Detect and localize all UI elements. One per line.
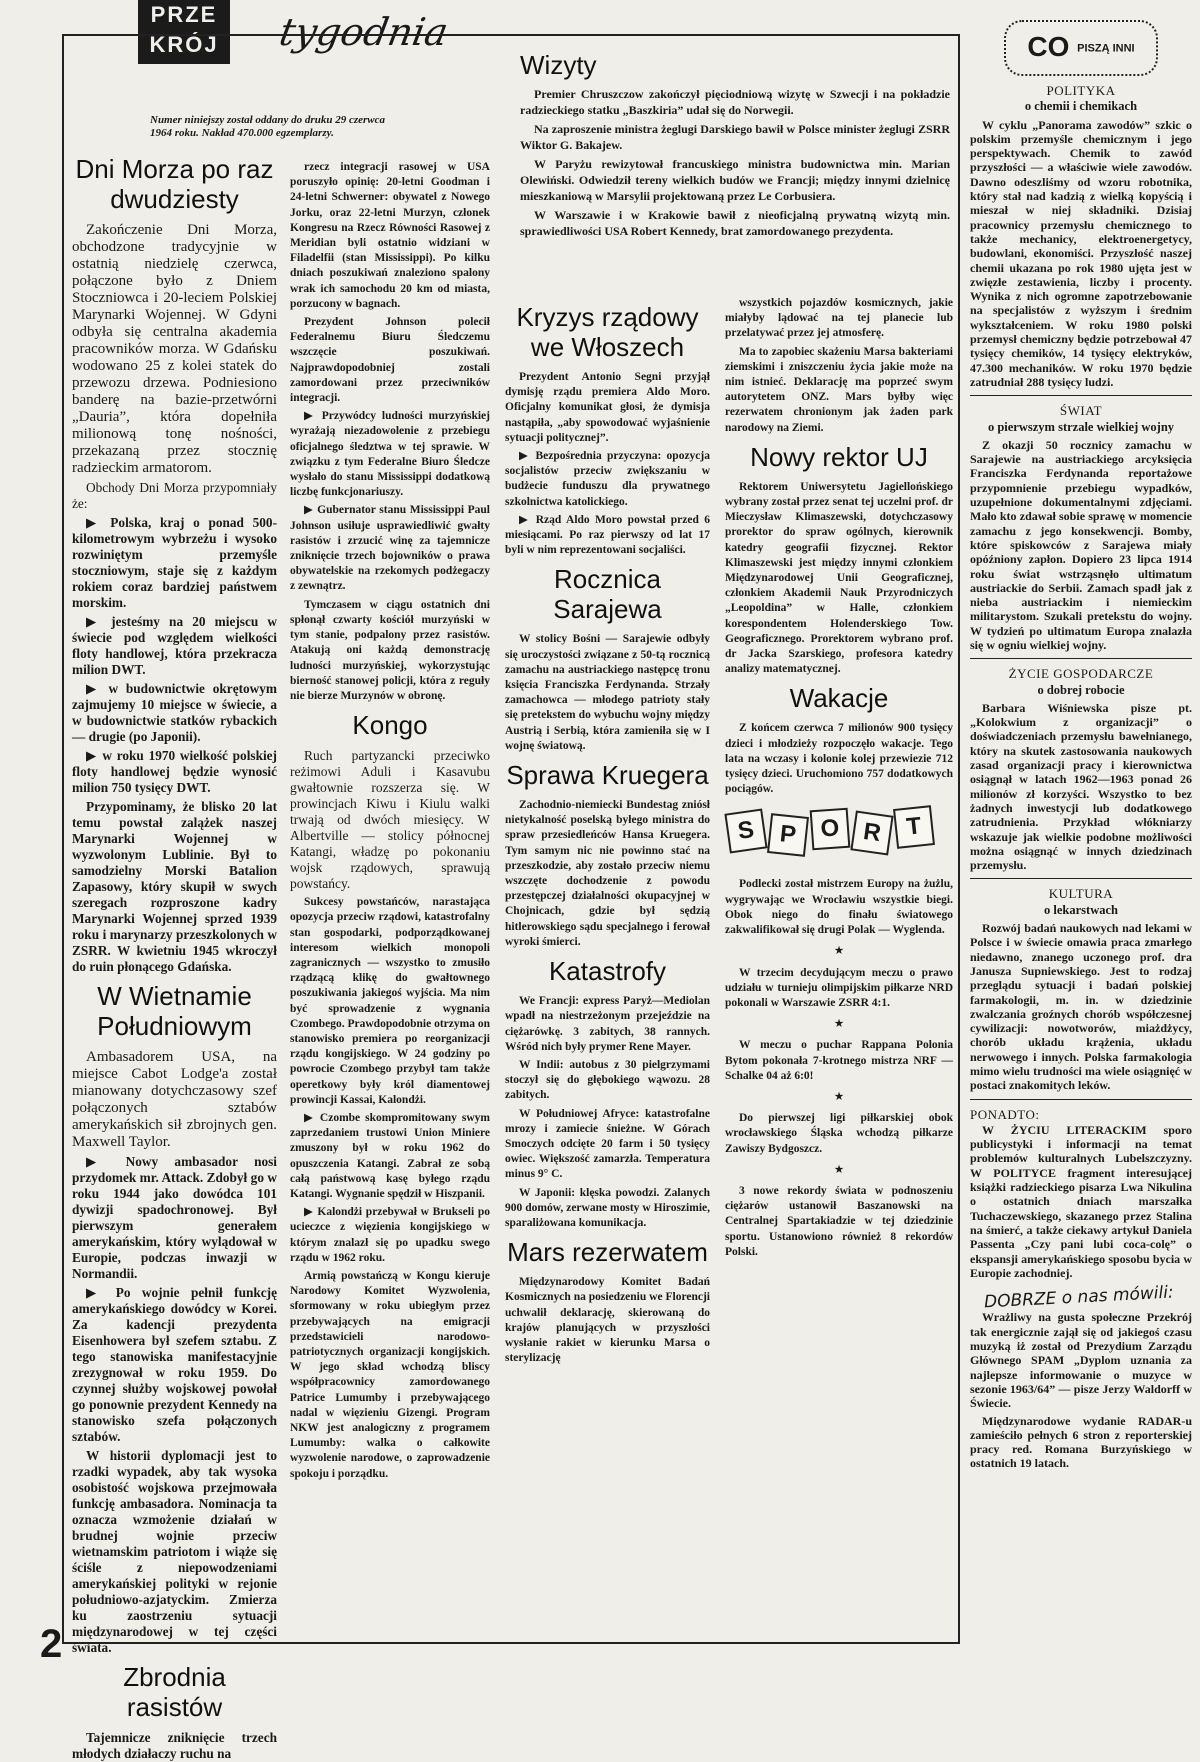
paragraph: Obchody Dni Morza przypomniały że:	[72, 480, 277, 511]
paragraph: Sukcesy powstańców, narastająca opozycja przeciw rządowi, katastrofalny stan gospodarki, podporządkowanej interesom wielkich monopoli zagranicznych — wszystko to zmusiło rządzącą klikę do gwałtownego poszukiwania jakiegoś wyjścia. Ma nim być sprowadzenie z wygnania Czombego. Prawdopodobnie otrzyma on stanowisko premiera po reorganizacji rządu kongijskiego. W 24 godziny po powrocie Czombego przybył tam także operetkowy były król diamentowej prowincji Kassai, Kalondżi.	[290, 896, 490, 1106]
paragraph: Prezydent Antonio Segni przyjął dymisję rządu premiera Aldo Moro. Oficjalny komunikat głosi, że dymisja nastąpiła, „aby spowodować wyjaśnienie sytuacji politycznej”.	[505, 371, 710, 444]
paragraph: Rektorem Uniwersytetu Jagiellońskiego wybrany został przez senat tej uczelni prof. dr Mieczysław Klimaszewski, dotychczasowy prorektor do spraw ogólnych, kierownik katedry geografii fizycznej. Rektor Klimaszewski jest między innymi członkiem Międzynarodowej Unii Geograficznej, członkiem Akademii Nauk Przyrodniczych „Leopoldina” w Halle, członkiem korespondentem Holenderskiego Tow. Geograficznego. Prorektorem wybrano prof. dr Jacka Szarskiego, profesora katedry analizy matematycznej.	[725, 480, 953, 676]
sport-letter: R	[850, 811, 893, 856]
column-3	[505, 296, 710, 1644]
paragraph: Międzynarodowy Komitet Badań Kosmicznych na posiedzeniu we Florencji uchwalił deklarację, skierowaną do krajów planujących w przyszłości wysłanie rakiet w kierunku Marsa o sterylizację	[505, 1276, 710, 1365]
paragraph: Przypominamy, że blisko 20 lat temu powstał zalążek naszej Marynarki Wojennej w wyzwolonym Lublinie. Był to samodzielny Morski Batalion Zapasowy, który skupił w swych szeregach rozproszone kadry Marynarki Wojennej sprzed 1939 roku i marynarzy przeszkolonych w ZSRR. W kwietniu 1945 wkroczył do ruin płonącego Gdańska.	[72, 799, 277, 974]
bullet-paragraph: ▶ Przywódcy ludności murzyńskiej wyrażają niezadowolenie z przebiegu oficjalnego śledztwa w tej sprawie. W związku z tym Federalne Biuro Śledcze wysłało do stanu Mississippi dodatkową liczbę funkcjonariuszy.	[290, 410, 490, 499]
page-number: 2	[40, 1622, 63, 1666]
section-title: POLITYKA	[1046, 83, 1116, 98]
paragraph: Z okazji 50 rocznicy zamachu w Sarajewie na austriackiego arcyksięcia Franciszka Ferdynanda reportażowe przypomnienie przebiegu wypadków, uzupełnione dokumentalnymi zdjęciami. Mało kto zdawał sobie sprawę w momencie zamachu z jego konsekwencji. Bomby, które spiskowców z Sarajewa miały opóźniony zapłon. Dopiero 23 lipca 1914 roku świat wstrząsnęło ultimatum austriackie do Serbii. Zamach spadł jak z nieba austriackim i niemieckim militarystom. Szukali pretekstu do wojny. W tydzień po ultimatum Europa znalazła się w ogniu wielkiej wojny.	[970, 437, 1192, 652]
headline-wizyty: Wizyty	[520, 50, 597, 80]
headline-dni-morza: Dni Morza po raz dwudziesty	[75, 154, 274, 214]
sport-letter: O	[810, 808, 851, 851]
headline-sarajewo: Rocznica Sarajewa	[553, 564, 662, 625]
sidebar-co-pisza-inni	[970, 20, 1192, 1660]
paragraph: Ma to zapobiec skażeniu Marsa bakteriami ziemskimi i zniszczeniu życia jakie może na nim istnieć. Deklarację ma poprzeć swym autorytetem ONZ. Mars byłby więc rezerwatem chronionym jak żaden park narodowy na Ziemi.	[725, 345, 953, 434]
logo-line-1: PRZE	[150, 2, 218, 27]
paragraph: Armią powstańczą w Kongu kieruje Narodowy Komitet Wyzwolenia, sformowany w roku ubiegłym przez przebywających na emigracji przedstawicieli narodowo-patriotycznych organizacji kongijskich. W jego skład wchodzą bliscy współpracownicy zamordowanego Patrice Lumumby i przebywającego nadal w więzieniu Gizengi. Program NKW jest analogiczny z programem Lumumby: walka o całkowite wyzwolenie narodowe, o zaprowadzenie spokoju i porządku.	[290, 1269, 490, 1480]
separator-star: ★	[833, 1163, 845, 1176]
bullet-paragraph: ▶ Bezpośrednia przyczyna: opozycja socjalistów przeciw zwiększaniu w budżecie funduszu dla prywatnego szkolnictwa katolickiego.	[505, 450, 710, 508]
bullet-paragraph: ▶ jesteśmy na 20 miejscu w świecie pod względem wielkości floty handlowej, która przekracza milion DWT.	[72, 614, 277, 677]
paragraph: wszystkich pojazdów kosmicznych, jakie miałyby lądować na tej planecie lub przelatywać przez jej atmosferę.	[725, 297, 953, 340]
logo-main: CO	[1027, 31, 1070, 62]
bullet-paragraph: ▶ w budownictwie okrętowym zajmujemy 10 miejsce w świecie, a w budownictwie statków rybackich — drugie (po Japonii).	[72, 681, 277, 744]
paragraph: Rozwój badań naukowych nad lekami w Polsce i w świecie omawia praca zmarłego niedawno, znanego uczonego prof. dra Janusza Supniewskiego. Jest to rodzaj przeglądu sytuacji i badań polskiej farmakologii, m. in. w dziedzinie zwalczania groźnych chorób współczesnej cywilizacji: nowotworów, miażdżycy, chorób układu krążenia, układu nerwowego i innych. Polska farmakologia mimo wielu trudności ma wiele osiągnięć w postaci znakomitych leków.	[970, 921, 1192, 1093]
section-wizyty	[520, 46, 950, 286]
section-subtitle: o chemii i chemikach	[1024, 99, 1138, 114]
paragraph: W cyklu „Panorama zawodów” szkic o polskim przemyśle chemicznym i jego perspektywach. Chemik to zawód przyszłości — a właściwie wiele zawodów. Dawno odeszliśmy od wzoru robotnika, który stał nad kadzią z wielką kopyścią i mieszał w niej składniki. Dzisiaj pracownicy przemysłu chemicznego to także mechanicy, elektroenergetycy, budowlani, ekonomiści. Przyszłość naszej chemii ukazana po rok 1980 ujęta jest w zwięzłe zestawienia, liczby i procenty. Wynika z nich ogromne zapotrzebowanie na specjalistów z wyższym i średnim wykształceniem. W roku 1980 polski przemysł chemiczny będzie potrzebował 47 tysięcy chemików, 14 tysięcy elektryków, 47.300 mechaników. W roku 1970 będzie zatrudniał 288 tysięcy ludzi.	[970, 117, 1192, 389]
paragraph: Z końcem czerwca 7 milionów 900 tysięcy dzieci i młodzieży rozpoczęło wakacje. Tego lata na wczasy i kolonie kolej przewiezie 712 tysięcy dzieci. Uruchomiono 757 dodatkowych pociągów.	[725, 722, 953, 796]
sport-logo	[725, 801, 935, 867]
separator-star: ★	[833, 1018, 845, 1031]
paragraph: W meczu o puchar Rappana Polonia Bytom pokonała 7-krotnego mistrza NRF — Schalke 04 aż 6:0!	[725, 1039, 953, 1082]
co-pisza-inni-logo	[1004, 20, 1158, 76]
paragraph: Do pierwszej ligi piłkarskiej obok wrocławskiego Śląska wchodzą piłkarze Zawiszy Bydgoszcz.	[725, 1112, 953, 1155]
paragraph: 3 nowe rekordy świata w podnoszeniu ciężarów ustanowił Baszanowski na Centralnej Spartakiadzie w tej dziedzinie sportu. Ustanowiono również 8 rekordów Polski.	[725, 1184, 953, 1258]
paragraph: Międzynarodowe wydanie RADAR-u zamieściło pełnych 6 stron z reporterskiej pracy red. Romana Burzyńskiego w ostatnich 19 latach.	[970, 1413, 1192, 1471]
bullet-paragraph: ▶ Po wojnie pełnił funkcję amerykańskiego dowódcy w Korei. Za kadencji prezydenta Eisenhowera był szefem sztabu. Z tego stanowiska manifestacyjnie zrezygnował w roku 1959. Do czynnej służby wojskowej powołał go ponownie prezydent Kennedy na stanowisko szefa połączonych sztabów.	[72, 1285, 277, 1444]
column-1	[72, 148, 277, 1761]
paragraph: W historii dyplomacji jest to rzadki wypadek, aby tak wysoka osobistość wojskowa przejmowała funkcję ambasadora. Nominacja ta oznacza wzmożenie działań w brudnej wojnie przeciw wietnamskim patriotom i wiąże się ściśle z niepowodzeniami amerykańskiej polityki w rejonie południowo-azjatyckim. Zmierza ku zaostrzeniu sytuacji międzynarodowej w tej części świata.	[72, 1448, 277, 1655]
paragraph: Tajemnicze zniknięcie trzech młodych działaczy ruchu na	[72, 1730, 277, 1761]
headline-kongo: Kongo	[352, 710, 428, 741]
headline-katastrofy: Katastrofy	[548, 956, 667, 987]
divider	[970, 658, 1192, 659]
paragraph: W Paryżu rewizytował francuskiego ministra budownictwa min. Marian Olewiński. Odwiedził tereny wielkich budów we Francji; między innymi dzielnicę mieszkaniową w Marsylii projektowaną przez Le Corbusiera.	[520, 157, 950, 203]
headline-rektor: Nowy rektor UJ	[750, 441, 928, 472]
paragraph: rzecz integracji rasowej w USA poruszyło opinię: 20-letni Goodman i 24-letni Schwerner: obywatel z Nowego Jorku, oraz 22-letni Murzyn, członek Kongresu na Rzecz Równości Rasowej z Meridian byli ostatnio widziani w Filadelfii (stan Mississippi). Po kilku dniach poszukiwań znaleziono spalony wrak ich samochodu 20 km od miasta, porzucony w bagnach.	[290, 161, 490, 310]
paragraph: W ŻYCIU LITERACKIM sporo publicystyki i informacji na temat problemów kulturalnych Lubelszczyzny. W POLITYCE fragment interesującej książki radzieckiego pisarza Lwa Nikulina o ostatnich dniach marszałka Tuchaczewskiego, skazanego przez Stalina na śmierć, a także ciekawy artykuł Daniela Passenta „Czy pani lubi coca-colę” o ekspansji amerykańskiego sposobu bycia w Europie zachodniej.	[970, 1122, 1192, 1280]
headline-zbrodnia: Zbrodnia rasistów	[123, 1662, 226, 1722]
paragraph: W Południowej Afryce: katastrofalne mrozy i zamiecie śnieżne. W Górach Smoczych odcięte 20 farm i 50 tysięcy owiec. Większość zamarzła. Temperatura minus 9° C.	[505, 1107, 710, 1181]
section-title: ŚWIAT	[1059, 403, 1103, 419]
paragraph: W Indii: autobus z 30 pielgrzymami stoczył się do głębokiego wąwozu. 28 zabitych.	[505, 1058, 710, 1102]
section-title: PONADTO:	[970, 1106, 1040, 1122]
paragraph: Wrażliwy na gusta społeczne Przekrój tak energicznie zajął się od jakiegoś czasu muzyką iż został od Prezydium Zarządu Głównego SPAM „Dyplom uznania za najlepsze informowanie o muzyce w sezonie 1963/64” — pisze Jerzy Waldorff w Świecie.	[970, 1310, 1192, 1411]
paragraph: W Warszawie i w Krakowie bawił z nieoficjalną prywatną wizytą min. sprawiedliwości USA Robert Kennedy, brat zamordowanego prezydenta.	[520, 208, 950, 238]
bullet-paragraph: ▶ Polska, kraj o ponad 500-kilometrowym wybrzeżu i wysoko rozwiniętym przemyśle stoczniowym, staje się z każdym rokiem coraz bardziej państwem morskim.	[72, 515, 277, 610]
paragraph: Na zaproszenie ministra żeglugi Darskiego bawił w Polsce minister żeglugi ZSRR Wiktor G. Bakajew.	[520, 122, 950, 152]
headline-wakacje: Wakacje	[789, 683, 889, 714]
paragraph: W trzecim decydującym meczu o prawo udziału w turnieju olimpijskim piłkarze NRD pokonali w Warszawie ZSRR 4:1.	[725, 966, 953, 1009]
paragraph: Tymczasem w ciągu ostatnich dni spłonął czwarty kościół murzyński w tym stanie, podpalony przez rasistów. Atakują oni każdą demonstrację ludności murzyńskiej, wykorzystując bierność stanowej policji, która z reguły nie bierze Murzynów w obronę.	[290, 598, 490, 702]
bullet-paragraph: ▶ Nowy ambasador nosi przydomek mr. Attack. Zdobył go w roku 1944 jako dowódca 101 dywizji spadochronowej. Był pierwszym generałem amerykańskim, który wylądował w Europie, podczas inwazji w Normandii.	[72, 1154, 277, 1281]
sport-letter: T	[893, 806, 935, 850]
paragraph: Prezydent Johnson polecił Federalnemu Biuru Śledczemu wszczęcie poszukiwań. Najprawdopodobniej zostali zamordowani przez przeciwników integracji.	[290, 316, 490, 405]
bullet-paragraph: ▶ Rząd Aldo Moro powstał przed 6 miesiącami. Po raz pierwszy od lat 17 byli w nim reprezentowani socjaliści.	[505, 513, 710, 557]
headline-kryzys: Kryzys rządowy we Włoszech	[516, 302, 699, 362]
sport-letter: P	[767, 814, 809, 858]
bullet-paragraph: ▶ Kalondżi przebywał w Brukseli po ucieczce z więzienia kongijskiego w którym znalazł się po upadku swego rządu w 1962 roku.	[290, 1206, 490, 1264]
headline-krueger: Sprawa Kruegera	[506, 760, 709, 791]
paragraph: Podlecki został mistrzem Europy na żużlu, wygrywając we Wrocławiu wszystkie biegi. Obok niego do finału światowego zakwalifikował się drugi Polak — Wyglenda.	[725, 878, 953, 937]
headline-mars: Mars rezerwatem	[507, 1237, 708, 1268]
section-title: KULTURA	[1048, 886, 1114, 902]
logo-line-2: KRÓJ	[149, 32, 219, 57]
paragraph: Zachodnio-niemiecki Bundestag zniósł nietykalność poselską byłego ministra do spraw przesiedleńców Hansa Kruegera. Tym samym nic nie powinno stać na przeszkodzie, aby zostało przeciw niemu wszczęte dochodzenie z powodu przestępczej działalności okupacyjnej w Chojnicach, gdzie był sędzią hitlerowskiego sądu specjalnego i ferował wyroki śmierci.	[505, 799, 710, 948]
issue-note: Numer niniejszy został oddany do druku 29 czerwca 1964 roku. Nakład 470.000 egzemplarzy.	[150, 114, 385, 139]
divider	[970, 1099, 1192, 1100]
paragraph: Ruch partyzancki przeciwko reżimowi Aduli i Kasavubu gwałtownie rozszerza się. W prowincjach Kiwu i Kiulu walki trwają od dwóch miesięcy. W Albertville — stolicy północnej Katangi, władzę po pokonaniu wojsk rządowych, sprawują powstańcy.	[290, 748, 490, 892]
section-title: ŻYCIE GOSPODARCZE	[1008, 666, 1154, 682]
paragraph: W stolicy Bośni — Sarajewie odbyły się uroczystości związane z 50-tą rocznicą zamachu na austriackiego następcę tronu księcia Franciszka Ferdynanda. Strzały zamachowca — młodego patrioty stały się pretekstem do wybuchu wojny między Austrią i Serbią, która zamieniła się w I wojnę światową.	[505, 633, 710, 752]
headline-wietnam: W Wietnamie Południowym	[97, 981, 252, 1041]
separator-star: ★	[833, 1090, 845, 1103]
section-subtitle: o pierwszym strzale wielkiej wojny	[987, 419, 1175, 434]
paragraph: Premier Chruszczow zakończył pięciodniową wizytę w Szwecji i na pokładzie radzieckiego statku „Baszkiria” udał się do Norwegii.	[520, 87, 950, 117]
masthead-title: tygodnia	[276, 10, 452, 54]
paragraph: Ambasadorem USA, na miejsce Cabot Lodge'a został mianowany dotychczasowy szef połączonych sztabów amerykańskich sił zbrojnych gen. Maxwell Taylor.	[72, 1049, 277, 1150]
paragraph: Barbara Wiśniewska pisze pt. „Kolokwium z organizacji” o doświadczeniach przemysłu bawełnianego, który na skutek zastosowania naukowych zasad organizacji pracy i kierownictwa osiągnął w latach 1962—1963 ponad 26 milionów zł korzyści. Wszystko to bez żadnych inwestycji lub dodatkowego zatrudnienia. Przykład włókniarzy wskazuje jak wielkie podobne możliwości można osiągnąć w innych dziedzinach przemysłu.	[970, 700, 1192, 873]
section-subtitle: o lekarstwach	[1044, 902, 1118, 917]
logo-small: PISZĄ INNI	[1077, 42, 1135, 55]
section-subtitle: o dobrej robocie	[1037, 682, 1125, 697]
divider	[970, 395, 1192, 396]
paragraph: We Francji: express Paryż—Mediolan wpadł na niestrzeżonym przejeździe na ciężarówkę. 3 zabitych, 38 rannych. Wśród nich były prymer Rene Mayer.	[505, 995, 710, 1053]
paragraph: Zakończenie Dni Morza, obchodzone tradycyjnie w ostatnią niedzielę czerwca, połączone było z Dniem Stoczniowca i 20-leciem Polskiej Marynarki Wojennej. W Gdyni odbyła się centralna akademia pracowników morza. W Gdańsku wodowano 25 z kolei statek do przewozu drzewa. Podniesiono banderę na bazie-przetwórni „Dauria”, która dopełniła milionową tonę nośności, przekazaną przez stocznię radzieckim armatorom.	[72, 222, 277, 476]
sport-letter: S	[724, 809, 767, 854]
paragraph: W Japonii: klęska powodzi. Zalanych 900 domów, zerwane mosty w Hiroszimie, sparaliżowana komunikacja.	[505, 1186, 710, 1229]
divider	[970, 878, 1192, 879]
bullet-paragraph: ▶ Czombe skompromitowany swym zaprzedaniem trustowi Union Miniere zmuszony był w roku 1962 do opuszczenia Katangi. Zabrał ze sobą całą państwową kasę byłego rządu Katangi. Wygnanie spędził w Hiszpanii.	[290, 1111, 490, 1200]
separator-star: ★	[833, 945, 845, 958]
dobrze-o-nas-title: DOBRZE o nas mówili:	[983, 1282, 1175, 1313]
bullet-paragraph: ▶ w roku 1970 wielkość polskiej floty handlowej będzie wynosić milion 750 tysięcy DWT.	[72, 748, 277, 795]
column-4	[725, 296, 953, 1644]
column-2	[290, 160, 490, 1640]
bullet-paragraph: ▶ Gubernator stanu Mississippi Paul Johnson usiłuje usprawiedliwić gwałty rasistów i zrzucić winę za tajemnicze zniknięcie trzech bojowników o prawa obywatelskie na rzekomych podżegaczy z zewnątrz.	[290, 504, 490, 593]
